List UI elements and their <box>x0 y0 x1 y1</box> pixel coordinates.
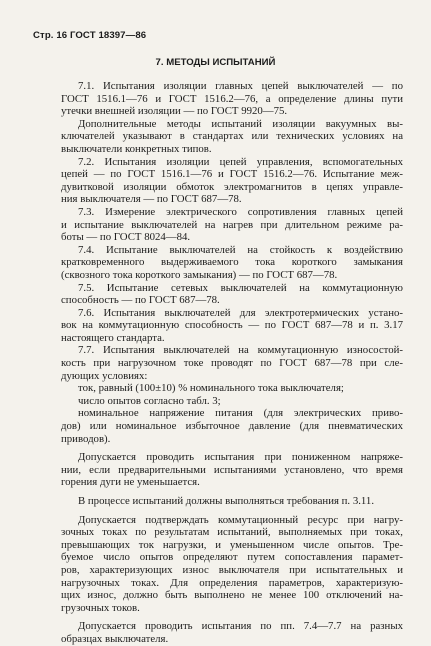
text-line: Дополнительные методы испытаний изоляции вакуумных вы- <box>78 117 403 130</box>
text-line: 7.2. Испытания изоляции цепей управления, вспомогательных <box>78 155 403 168</box>
text-line: утечки внешней изоляции — по ГОСТ 9920—75. <box>61 105 288 118</box>
text-line: 7.4. Испытание выключателей на стойкость к воздействию <box>78 243 403 256</box>
paragraphs-paragraph <box>61 307 403 345</box>
text-line: 7.5. Испытание сетевых выключателей на коммутационную <box>78 281 403 294</box>
text-line: Допускается проводить испытания по пп. 7.4—7.7 на разных <box>78 620 403 633</box>
document-body <box>61 80 403 646</box>
text-line: ров, характеризующих износ выключателя при испытательных и <box>61 563 403 576</box>
paragraphs2-paragraph <box>61 514 403 615</box>
text-line: дувитковой изоляции обмоток электромагнитов в цепях управле- <box>61 180 403 193</box>
text-line: кратковременного выдерживаемого тока короткого замыкания <box>61 256 403 269</box>
text-line: В процессе испытаний должны выполняться требования п. 3.11. <box>78 495 375 507</box>
text-line: дующих условиях: <box>61 369 148 382</box>
section-title: 7. МЕТОДЫ ИСПЫТАНИЙ <box>155 57 276 68</box>
text-line: превышающих ток нагрузки, и уменьшенном числе опытов. Тре- <box>61 538 403 551</box>
text-line: выключатели конкретных типов. <box>61 142 212 155</box>
text-line: грузочных токов. <box>61 601 140 614</box>
text-line: способность — по ГОСТ 687—78. <box>61 294 220 307</box>
paragraphs-paragraph <box>61 344 403 382</box>
text-line: дов) или номинальное избыточное давление (для пневматических <box>61 420 403 433</box>
text-line: приводов). <box>61 432 111 445</box>
text-line: и испытание выключателей на нагрев при длительном режиме ра- <box>61 218 403 231</box>
text-line: (сквозного тока короткого замыкания) — по ГОСТ 687—78. <box>61 268 338 281</box>
text-line: образцах выключателя. <box>61 632 169 645</box>
text-line: боты — по ГОСТ 8024—84. <box>61 231 191 244</box>
text-line: ключателей указывают в стандартах или технических условиях на <box>61 130 403 143</box>
text-line: 7.6. Испытания выключателей для электротермических устано- <box>78 306 403 319</box>
conditions-paragraph <box>61 382 403 395</box>
paragraphs2-paragraph <box>61 495 403 508</box>
text-line: горения дуги не уменьшается. <box>61 476 200 489</box>
text-line: цепей — по ГОСТ 1516.1—76 и ГОСТ 1516.2—76. Испытание меж- <box>61 168 403 181</box>
conditions-paragraph <box>61 407 403 445</box>
text-line: 7.7. Испытания выключателей на коммутационную износостой- <box>78 344 403 357</box>
text-line: нагрузочных токах. Для определения параметров, характеризую- <box>61 576 403 589</box>
text-line: ток, равный (100±10) % номинального тока выключателя; <box>78 382 344 395</box>
text-line: Допускается подтверждать коммутационный ресурс при нагру- <box>78 513 403 526</box>
paragraphs2-paragraph <box>61 451 403 489</box>
text-line: вок на коммутационную способность — по ГОСТ 687—78 и п. 3.17 <box>61 319 403 332</box>
paragraphs-paragraph <box>61 156 403 206</box>
conditions-paragraph <box>61 395 403 408</box>
text-line: зочных токах по результатам испытаний, выполняемых при токах, <box>61 526 403 539</box>
text-line: 7.1. Испытания изоляции главных цепей выключателей — по <box>78 80 403 92</box>
text-line: ГОСТ 1516.1—76 и ГОСТ 1516.2—76, а определение длины пути <box>61 92 403 105</box>
text-line: кость при нагрузочном токе проводят по ГОСТ 687—78 при сле- <box>61 357 403 370</box>
text-line: номинальное напряжение питания (для электрических приво- <box>78 407 403 420</box>
text-line: нии, если предварительными испытаниями установлено, что время <box>61 463 403 476</box>
text-line: Допускается проводить испытания при пониженном напряже- <box>78 451 403 464</box>
paragraphs2-paragraph <box>61 620 403 645</box>
paragraphs-paragraph <box>61 118 403 156</box>
text-line: 7.3. Измерение электрического сопротивления главных цепей <box>78 205 403 218</box>
text-line: щих износ, должно быть выполнено не менее 100 отключений на- <box>61 589 403 602</box>
paragraphs-paragraph <box>61 244 403 282</box>
text-line: число опытов согласно табл. 3; <box>78 394 221 407</box>
paragraphs-paragraph <box>61 80 403 118</box>
text-line: буемое число опытов определяют путем сопоставления парамет- <box>61 551 403 564</box>
text-line: ния выключателя — по ГОСТ 687—78. <box>61 193 242 206</box>
paragraphs-paragraph <box>61 206 403 244</box>
page-header: Стр. 16 ГОСТ 18397—86 <box>33 30 147 41</box>
paragraphs-paragraph <box>61 282 403 307</box>
text-line: настоящего стандарта. <box>61 331 165 344</box>
